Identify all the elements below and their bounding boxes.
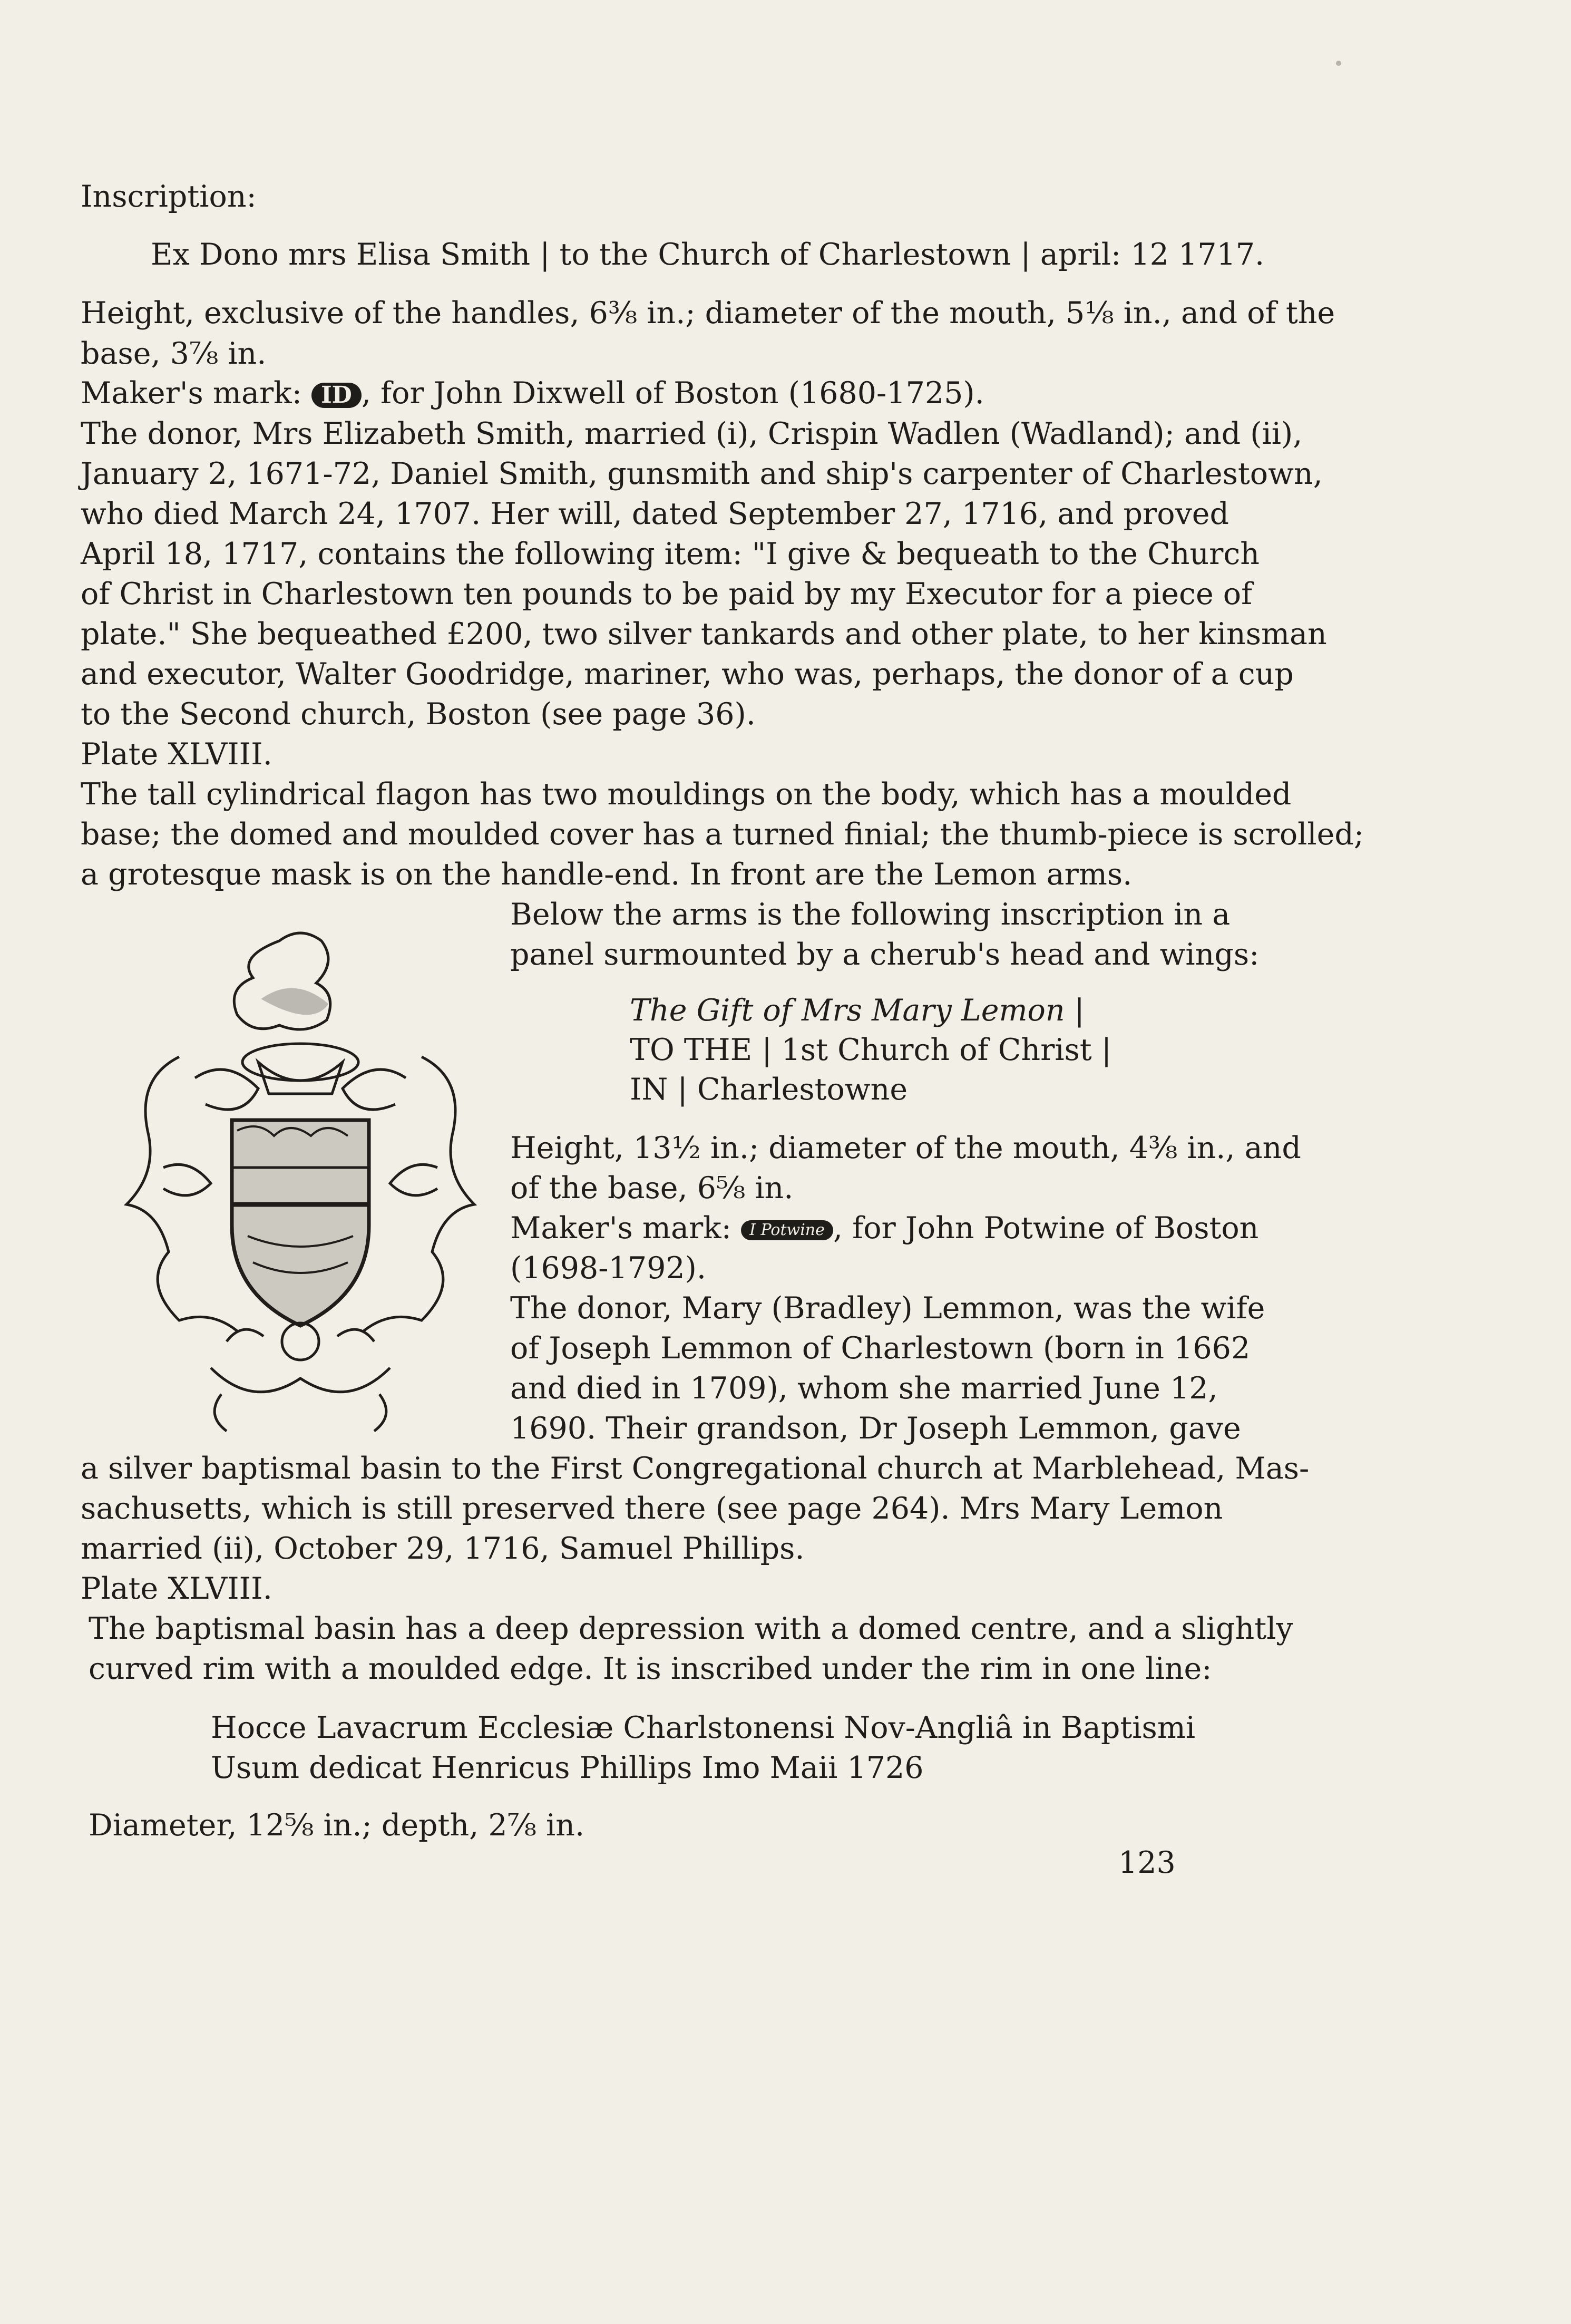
dixwell-mark-icon: ID <box>311 383 362 408</box>
flagon2-donor-line: of Joseph Lemmon of Charlestown (born in 1662 <box>510 1331 1251 1366</box>
flagon1-dimensions-line-2: base, 3⅞ in. <box>81 336 267 371</box>
lemon-inscription-line: IN | Charlestowne <box>630 1072 908 1107</box>
below-arms-line-1: Below the arms is the following inscription in a <box>510 897 1231 932</box>
basin-diameter: Diameter, 12⅝ in.; depth, 2⅞ in. <box>89 1808 585 1843</box>
flagon1-donor-line: April 18, 1717, contains the following item: "I give & bequeath to the Church <box>81 537 1260 571</box>
flagon2-donor-line: The donor, Mary (Bradley) Lemmon, was the wife <box>510 1291 1265 1326</box>
flagon2-donor-line: a silver baptismal basin to the First Congregational church at Marblehead, Mas- <box>81 1451 1310 1486</box>
flagon2-plate-ref: Plate XLVIII. <box>81 1571 272 1606</box>
inscription-heading: Inscription: <box>81 179 257 214</box>
page-number: 123 <box>1118 1845 1176 1880</box>
flagon1-donor-line: and executor, Walter Goodridge, mariner, who was, perhaps, the donor of a cup <box>81 657 1294 692</box>
flagon1-donor-line: plate." She bequeathed £200, two silver tankards and other plate, to her kinsman <box>81 617 1327 652</box>
page-speck <box>1336 61 1341 66</box>
flagon1-donor-line: who died March 24, 1707. Her will, dated September 27, 1716, and proved <box>81 497 1230 531</box>
flagon1-donor-line: of Christ in Charlestown ten pounds to be paid by my Executor for a piece of <box>81 577 1253 611</box>
below-arms-line-2: panel surmounted by a cherub's head and wings: <box>510 937 1260 972</box>
flagon2-donor-line: 1690. Their grandson, Dr Joseph Lemmon, gave <box>510 1411 1241 1446</box>
flagon1-makers-mark <box>81 378 984 409</box>
potwine-mark-icon: I Potwine <box>741 1220 833 1240</box>
flagon2-donor-line: sachusetts, which is still preserved there (see page 264). Mrs Mary Lemon <box>81 1491 1223 1526</box>
flagon2-desc-last-line: a grotesque mask is on the handle-end. In front are the Lemon arms. <box>81 857 1133 892</box>
flagon2-height-line-2: of the base, 6⅝ in. <box>510 1171 794 1205</box>
potwine-dates: (1698-1792). <box>510 1251 706 1286</box>
basin-desc-line-2: curved rim with a moulded edge. It is inscribed under the rim in one line: <box>89 1651 1212 1686</box>
flagon2-desc-line: The tall cylindrical flagon has two mouldings on the body, which has a moulded <box>81 777 1292 812</box>
flagon1-plate-ref: Plate XLVIII. <box>81 737 272 772</box>
flagon2-donor-line: and died in 1709), whom she married June 12, <box>510 1371 1218 1406</box>
inscription-smith: Ex Dono mrs Elisa Smith | to the Church of Charlestown | april: 12 1717. <box>151 237 1265 272</box>
lemon-inscription-line: The Gift of Mrs Mary Lemon | <box>630 993 1085 1028</box>
makers-mark-attribution: , for John Potwine of Boston <box>833 1211 1259 1246</box>
makers-mark-label: Maker's mark: <box>510 1211 731 1246</box>
basin-inscription-line-2: Usum dedicat Henricus Phillips Imo Maii 1726 <box>211 1751 924 1785</box>
flagon2-height-line-1: Height, 13½ in.; diameter of the mouth, 4⅜ in., and <box>510 1131 1301 1165</box>
basin-inscription-line-1: Hocce Lavacrum Ecclesiæ Charlstonensi Nov-Angliâ in Baptismi <box>211 1710 1196 1745</box>
flagon1-donor-line: The donor, Mrs Elizabeth Smith, married (i), Crispin Wadlen (Wadland); and (ii), <box>81 416 1303 451</box>
flagon1-dimensions-line-1: Height, exclusive of the handles, 6⅜ in.; diameter of the mouth, 5⅛ in., and of the <box>81 296 1335 330</box>
flagon2-donor-last-line: married (ii), October 29, 1716, Samuel Phillips. <box>81 1531 805 1566</box>
basin-desc-line-1: The baptismal basin has a deep depression with a domed centre, and a slightly <box>89 1611 1293 1646</box>
makers-mark-label: Maker's mark: <box>81 376 302 411</box>
flagon2-makers-mark <box>510 1211 1259 1246</box>
lemon-arms-crest-illustration <box>105 920 495 1436</box>
flagon1-donor-last-line: to the Second church, Boston (see page 36). <box>81 697 756 732</box>
makers-mark-attribution: , for John Dixwell of Boston (1680-1725). <box>361 376 984 411</box>
lemon-inscription-line: TO THE | 1st Church of Christ | <box>630 1033 1112 1067</box>
flagon2-desc-line: base; the domed and moulded cover has a turned finial; the thumb-piece is scrolled; <box>81 817 1364 852</box>
flagon1-donor-line: January 2, 1671-72, Daniel Smith, gunsmith and ship's carpenter of Charlestown, <box>81 456 1323 491</box>
